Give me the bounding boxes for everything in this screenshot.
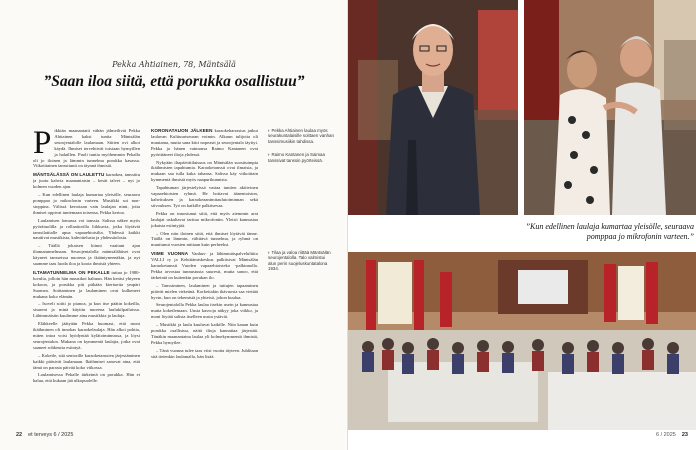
dance-photo: [524, 0, 696, 215]
paragraph-text: Pekka on innostunut siitä, että myös aiemmin arat laulajat uskaltavat tarttua mikrofoniin. Yleisö kannustaa jokaista esiintyjää.: [151, 210, 258, 228]
issue-number: 6 / 2025: [655, 432, 676, 438]
paragraph-text: – Tanssiminen, laulaminen ja tuttujen tapaaminen pitävät mielen virkeänä. Korkeitakin ikävuosia saa viettää hyvin, kun on tekemistä ja yhteisö, johon kuulua.: [151, 282, 258, 300]
paragraph-text: Laulamisen lomassa voi tanssia. Salissa näkee myös pyörätuolilla ja rollaattorilla liikkuvia, jotka löytävät tanssilattialle apua vapaaehtoisilta. Yhdessä kaikki nauttivat musiikista, kahvittelusta ja yhdessäolosta.: [33, 217, 140, 241]
intro-text: ikkiän maanantaiti vähän jälmeiltvät Pekka Ahtiainen kaksi tuntia Mäntsälän seurojentalolle laulamaan. Siitten ovi alkoi käydä. Ihmiset tervehtivät toisiaan hymyillen ja halaillen. Puoli tuntia myöhemmin Pekalla oli jo iloinen ja lämmin tunnelma porukka kasassa. Viikoittainen tanssitunti on täynnä ihmisiä.: [33, 128, 140, 169]
footer-left: [16, 432, 73, 438]
paragraph: [151, 185, 258, 209]
paragraph: [151, 283, 258, 301]
caption-arrow-icon: ›: [268, 152, 270, 158]
section-lead: ILTAMATUNNELMA ON PEKALLE: [33, 269, 110, 275]
paragraph: [151, 322, 258, 346]
caption-text: Raimo Kantanen ja Saimaa tanssivat tanssin pyörteissä.: [268, 152, 325, 163]
paragraph-text: – Tänä vuonna tulee taas viisi vuotta täyteen. Juhlitaan sitä tietenkin laulamalla, hän lisää.: [151, 347, 258, 359]
paragraph-text: Laulamisessa Pekalle tärkeintä on porukka. Hän ei halua, että kukaan jää ulkopuolelle.: [33, 372, 140, 384]
person-line: Pekka Ahtiainen, 78, Mäntsälä: [112, 60, 236, 69]
paragraph: [33, 243, 140, 267]
body-column-2: [151, 128, 258, 430]
hall-illustration: [348, 252, 696, 430]
paragraph-text: – Isoveli soitti jo pianoa, ja kun itse päätin kokeilla, sisareni ja minä käytiin nuorena laulukilpailuissa. Lähimmäisiin kuulimme aina musiikkia ja lauluja.: [33, 301, 140, 319]
paragraph: [151, 128, 258, 158]
photo-caption: [268, 128, 334, 144]
paragraph-text: Nykyään iltapäivätilaisuus on Mäntsälän suosituimpia ikäihmisten tapahtumia. Karaoketanssit ovat ilmaisia, ja mukaan saa tulla kuka tahansa. Salissa käy viikoittain kymmeniä ihmisiä myös naapurikunnista.: [151, 159, 258, 183]
section-lead: VIIME VUONNA: [151, 251, 189, 257]
issue-number: 6 / 2025: [53, 432, 74, 438]
page-number: 22: [16, 432, 23, 438]
photo-caption: [268, 152, 334, 163]
paragraph-text: Eläkkeelle jäätyään Pekka huomasi, että moni ikäihminen oli innokas karaokelaulaja. Hän alkoi pohtia, miten intoa voisi hyödyntää kylätoiminnassa, ja löysi seurojentalon. Mukana on kymmeniä laulajia, jotka ovat saaneet rohkeutta esiintyä.: [33, 321, 140, 350]
paragraph: [33, 353, 140, 371]
dance-illustration: [524, 0, 696, 215]
section-lead: MÄNTSÄLÄSSÄ ON LAULETTU: [33, 172, 105, 178]
paragraph: [151, 231, 258, 249]
paragraph: [33, 301, 140, 319]
paragraph: [33, 172, 140, 190]
paragraph-text: karaokeharrastus jatkui laulavan Kulttuuriseuran voimin. Alkuun tulijoita oli muutama, mutta sana kiiri nopeasti ja seurojentalo täyttyi. Pekka ja hänen vaimonsa Raimo Kantanen ovat pyörittäneet iltoja yhdessä.: [151, 128, 258, 157]
paragraph: [151, 302, 258, 320]
page-number: 23: [681, 432, 688, 438]
body-column-1: [33, 128, 140, 430]
paragraph-text: – Kokeile, sitä seniorille karaoketanssien järjestäminen kaikki pääsivät laulamaan. Ikäihmiset sanovat aina, että tämä on parasta päivää koko viikossa.: [33, 352, 140, 370]
photo-caption: [268, 250, 334, 272]
caption-arrow-icon: ›: [268, 128, 270, 133]
magazine-name: et terveys: [28, 432, 52, 438]
paragraph-text: Seurojentalolla Pekka laulaa itsekin usein ja kannustaa muita kokeilemaan. Uusia kasvoja näkyy joka viikko, ja moni löytää salista itselleen uusia ystäviä.: [151, 302, 258, 320]
right-page: [348, 0, 696, 450]
footer-right: [656, 432, 688, 438]
paragraph: [33, 321, 140, 351]
paragraph-text: – Kun edellinen laulaja kumartaa yleisölle, seuraava pomppaa jo mikrofonin varteen. Musiikki soi non-stoppina. Välissä kerrotaan vain laulajan nimi, jotta ihmiset oppivat tuntemaan toisensa, Pekka kertoo.: [33, 192, 140, 215]
paragraph: [33, 270, 140, 300]
paragraph: [33, 192, 140, 216]
paragraph-text: karaokea, tanssittu ja juotu kahvia maanantaisin – kesät talvet – nyt jo kolmen vuoden ajan.: [33, 172, 140, 190]
paragraph-text: – Musiikki ja laulu kuuluvat kaikille. Niin kauan kuin porukka osallistuu, näitä iltoja kannattaa järjestää. Tänäkin maanantaina laulaa yli kolmekymmentä ihmistä, Pekka hymyilee.: [151, 322, 258, 345]
paragraph: [151, 160, 258, 184]
intro-paragraph: [33, 128, 140, 169]
headline: ”Saan iloa siitä, että porukka osallistuu”: [43, 73, 305, 90]
paragraph-text: Vanhus- ja lähimmäispalveluliitto VALLI ry ja Kehittämiskeskus palkitsivat Mäntsälän karaoketanssit Vuoden vapaaehtoisteko -palkinnolla. Pekka arvostaa tunnustusta suuresti, mutta sanoo, että tärkeintä on kuitenkin porukan ilo.: [151, 251, 258, 280]
paragraph: [33, 218, 140, 242]
paragraph: [33, 372, 140, 384]
paragraph-text: tuttua jo 1980-luvulta, jolloin hän muusikot haltuun. Hän keräsi yhtyeen kokoon, ja porukka piti pitkään kiertueita ympäri Suomea. Soittaminen ja laulaminen ovat kulkeneet mukana koko elämän.: [33, 269, 140, 299]
caption-arrow-icon: ›: [268, 250, 270, 255]
paragraph: [151, 251, 258, 281]
hall-photo: [348, 252, 696, 430]
paragraph-text: – Olen niin iloinen siitä, että ihmiset löytävät tänne. Täällä on lämmin, välittävä tunnelma, ja ryhmä on muuttunut vuosien mittaan kuin perheeksi.: [151, 230, 258, 248]
paragraph-text: Tapahtuman järjestelyissä vastaa tuntien aktiivinen vapaaehtoisten ryhmä. He hoitavat äänentoiston, kahvituksen ja karaokeaanimitaulutoiminnan sekä siivouksen. Työ on kaikille palkitsevaa.: [151, 185, 258, 208]
caption-column-lower: [268, 250, 334, 310]
pull-quote: ”Kun edellinen laulaja kumartaa yleisölle, seuraava pomppaa jo mikrofonin varteen.”: [525, 222, 694, 241]
paragraph: [151, 211, 258, 229]
portrait-photo: [348, 0, 518, 215]
caption-text: Pekka Ahtiainen laulaa myös seurakuntalaisille soittaen vanhan tanssimusiikin tahdissa.: [268, 128, 334, 144]
portrait-illustration: [348, 0, 518, 215]
caption-text: Tilaa ja valoa riittää Mäntsälän seurojentalolla. Talo valmistui alun perin suojeluskuntatalona 1934.: [268, 250, 331, 272]
drop-cap: P: [33, 128, 52, 161]
paragraph: [151, 348, 258, 360]
section-lead: KORONATAUON JÄLKEEN: [151, 128, 213, 133]
paragraph-text: – Täällä jokaisen kiinni vaatiani ajan iltamatunnelmaan. Seurojentalolla mäntsäläläiset ovat käyneet tansseissa nuorena ja ikääntyneenäkin, ja nyt saamme taas luoda iloa ja koota ihmisiä yhteen.: [33, 243, 140, 267]
